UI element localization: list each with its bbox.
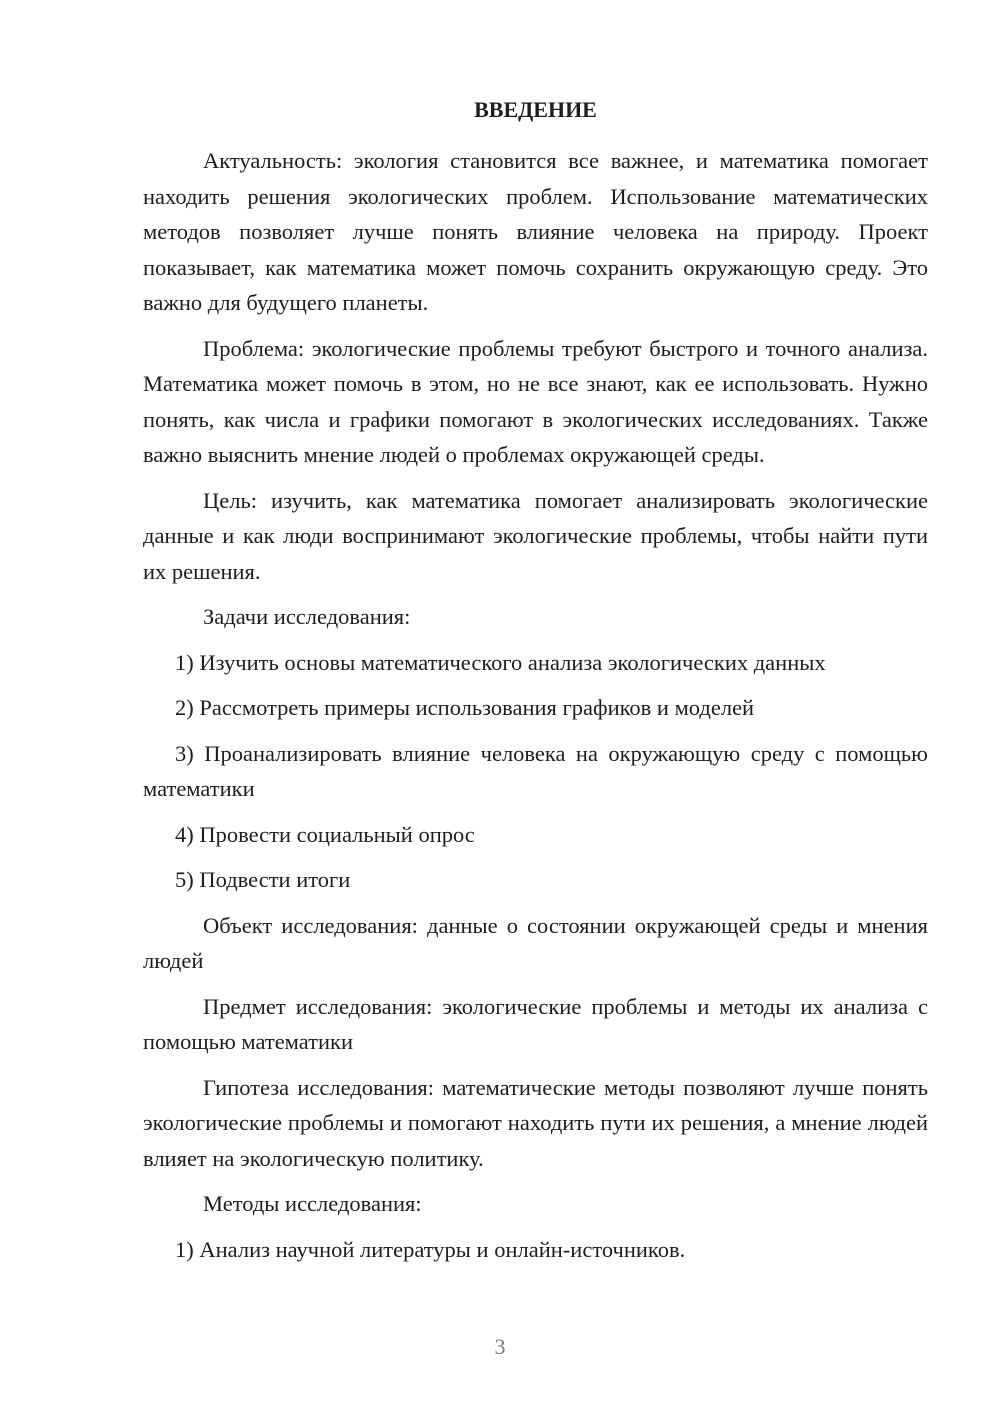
paragraph-subject: Предмет исследования: экологические проблемы и методы их анализа с помощью математики bbox=[143, 993, 928, 1054]
task-item-1: 1) Изучить основы математического анализа экологических данных bbox=[175, 649, 826, 675]
method-item-1: 1) Анализ научной литературы и онлайн-источников. bbox=[175, 1236, 686, 1262]
tasks-heading: Задачи исследования: bbox=[203, 604, 411, 629]
paragraph-object: Объект исследования: данные о состоянии окружающей среды и мнения людей bbox=[143, 912, 928, 973]
paragraph-problem: Проблема: экологические проблемы требуют быстрого и точного анализа. Математика может помочь в этом, но не все знают, как ее использовать. Нужно понять, как числа и графики помогают в экологических исследованиях. Также важно выяснить мнение людей о проблемах окружающей среды. bbox=[143, 335, 928, 467]
task-item-5: 5) Подвести итоги bbox=[175, 867, 351, 892]
paragraph-goal: Цель: изучить, как математика помогает анализировать экологические данные и как люди воспринимают экологические проблемы, чтобы найти пути их решения. bbox=[143, 487, 928, 584]
task-item-2: 2) Рассмотреть примеры использования графиков и моделей bbox=[175, 695, 755, 720]
methods-heading: Методы исследования: bbox=[203, 1191, 422, 1216]
paragraph-hypothesis: Гипотеза исследования: математические методы позволяют лучше понять экологические проблемы и помогают находить пути их решения, а мнение людей влияет на экологическую политику. bbox=[143, 1074, 928, 1171]
document-page bbox=[143, 92, 928, 1277]
task-item-4: 4) Провести социальный опрос bbox=[175, 821, 475, 847]
page-number: 3 bbox=[494, 1334, 506, 1359]
task-item-3: 3) Проанализировать влияние человека на окружающую среду с помощью математики bbox=[143, 740, 928, 801]
paragraph-relevance: Актуальность: экология становится все важнее, и математика помогает находить решения экологических проблем. Использование математических методов позволяет лучше понять влияние человека на природу. Проект показывает, как математика может помочь сохранить окружающую среду. Это важно для будущего планеты. bbox=[143, 148, 928, 315]
page-title: ВВЕДЕНИЕ bbox=[474, 97, 597, 122]
